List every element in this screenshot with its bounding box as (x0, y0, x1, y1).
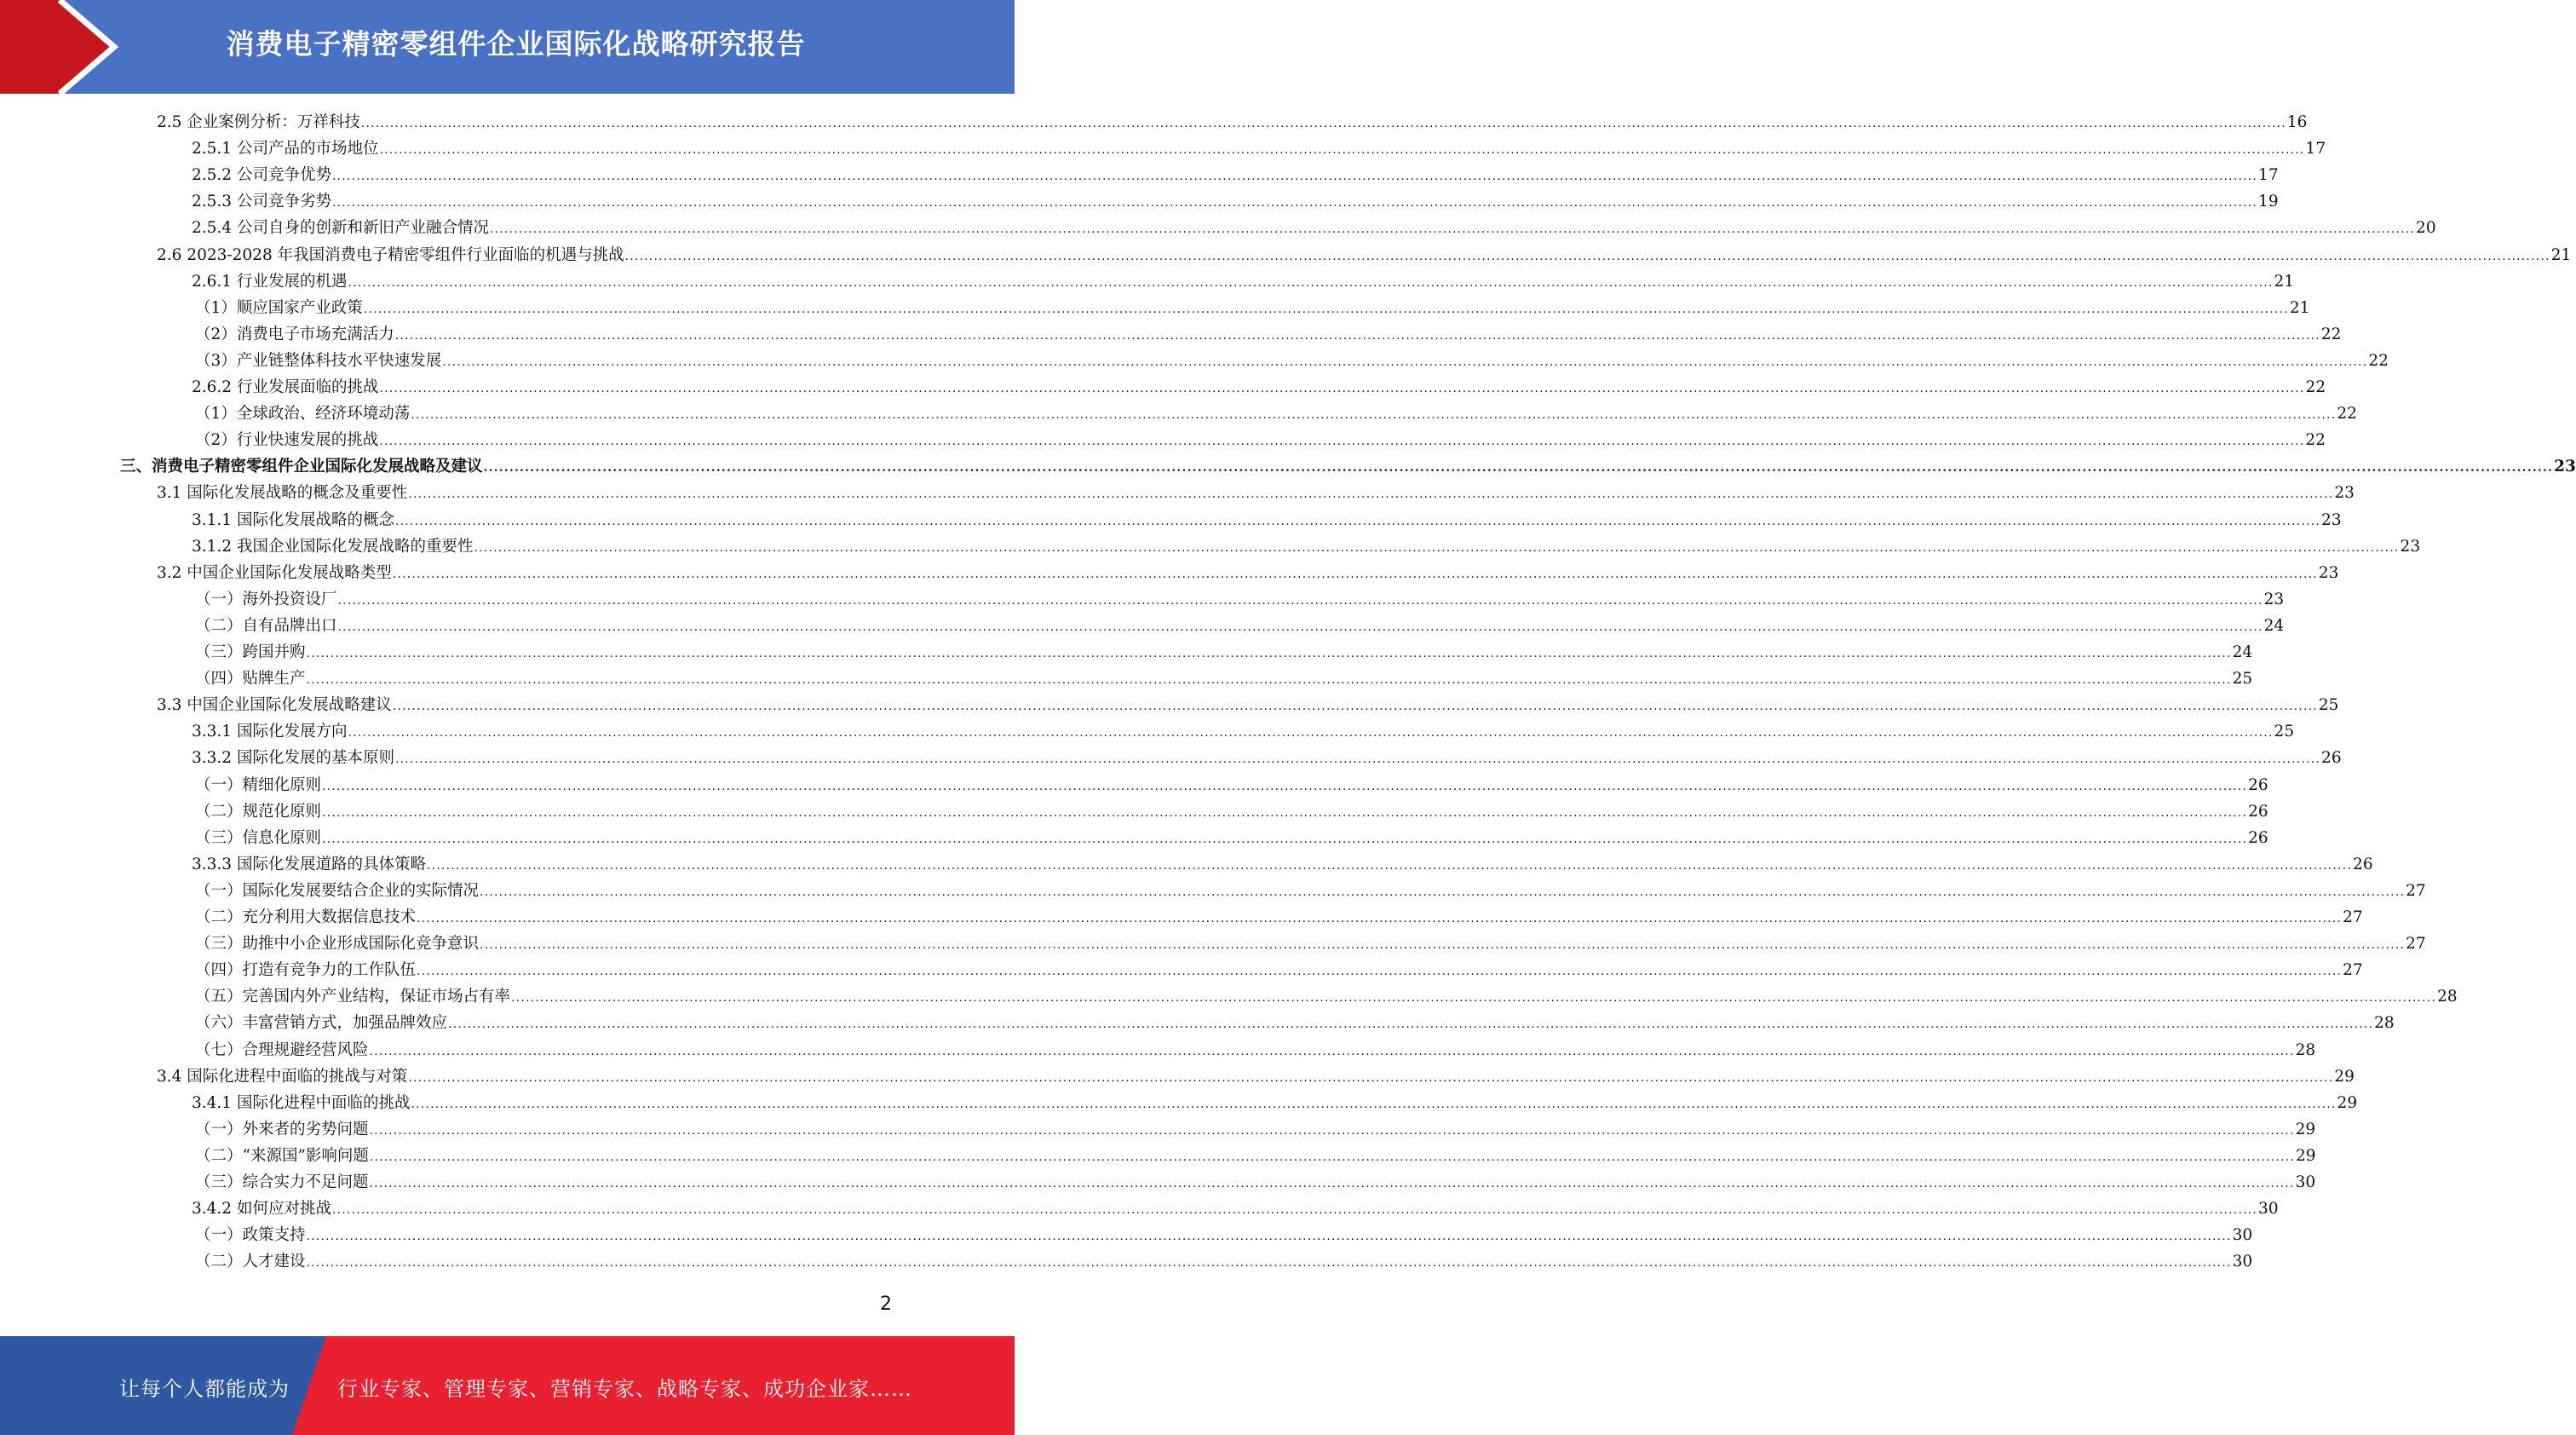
toc-entry-label: （一）外来者的劣势问题 (195, 1120, 369, 1138)
toc-dot-leader: ................................................................................................................................................................................................................................................................................................................................................................................................................ (392, 567, 2318, 581)
toc-entry[interactable] (195, 772, 2268, 798)
toc-entry-page: 29 (2337, 1093, 2358, 1112)
toc-entry-page: 30 (2232, 1226, 2253, 1245)
toc-entry-page: 28 (2437, 988, 2458, 1006)
toc-entry-page: 30 (2232, 1253, 2253, 1271)
toc-entry-label: （二）充分利用大数据信息技术 (195, 908, 417, 926)
toc-entry[interactable] (195, 321, 2342, 348)
toc-dot-leader: ................................................................................................................................................................................................................................................................................................................................................................................................................ (363, 302, 2289, 316)
toc-entry-label: （五）完善国内外产业结构，保证市场占有率 (195, 988, 511, 1006)
toc-entry-page: 16 (2286, 113, 2308, 131)
toc-entry-page: 23 (2263, 590, 2285, 608)
toc-dot-leader: ................................................................................................................................................................................................................................................................................................................................................................................................................ (379, 382, 2305, 395)
toc-entry-page: 25 (2274, 723, 2295, 741)
toc-entry-page: 29 (2334, 1067, 2355, 1086)
toc-entry[interactable] (157, 480, 2355, 506)
toc-dot-leader: ................................................................................................................................................................................................................................................................................................................................................................................................................ (480, 885, 2406, 899)
toc-entry-label: （三）跨国并购 (195, 643, 306, 661)
toc-entry-page: 23 (2554, 458, 2576, 476)
toc-entry-label: （二）人才建设 (195, 1253, 306, 1271)
footer-slogan-left: 让每个人都能成为 (119, 1377, 290, 1401)
toc-entry[interactable] (195, 1143, 2316, 1169)
toc-entry-label: （1）全球政治、经济环境动荡 (195, 405, 411, 424)
toc-entry-page: 19 (2258, 193, 2279, 211)
toc-entry-page: 21 (2550, 245, 2572, 264)
toc-entry-label: （2）消费电子市场充满活力 (195, 325, 394, 343)
toc-dot-leader: ................................................................................................................................................................................................................................................................................................................................................................................................................ (306, 647, 2232, 660)
toc-entry-page: 22 (2305, 431, 2326, 450)
toc-dot-leader: ................................................................................................................................................................................................................................................................................................................................................................................................................ (411, 1097, 2337, 1111)
toc-entry[interactable] (195, 957, 2363, 983)
toc-entry[interactable] (192, 188, 2279, 215)
toc-entry-label: 3.1.1 国际化发展战略的概念 (192, 510, 394, 529)
toc-entry[interactable] (195, 1222, 2253, 1248)
toc-entry[interactable] (192, 1090, 2358, 1116)
toc-entry-page: 24 (2232, 643, 2253, 661)
toc-dot-leader: ................................................................................................................................................................................................................................................................................................................................................................................................................ (480, 938, 2406, 953)
toc-entry-page: 17 (2258, 166, 2279, 185)
toc-entry-page: 23 (2334, 484, 2355, 503)
toc-entry-page: 29 (2295, 1120, 2316, 1138)
toc-entry-page: 26 (2248, 828, 2268, 847)
toc-entry-label: 3.3.1 国际化发展方向 (192, 723, 348, 741)
toc-entry-label: 3.4 国际化进程中面临的挑战与对策 (157, 1067, 408, 1086)
toc-entry[interactable] (192, 162, 2279, 188)
toc-dot-leader: ................................................................................................................................................................................................................................................................................................................................................................................................................ (379, 435, 2305, 449)
toc-dot-leader: ................................................................................................................................................................................................................................................................................................................................................................................................................ (379, 143, 2305, 158)
toc-dot-leader: ................................................................................................................................................................................................................................................................................................................................................................................................................ (331, 170, 2258, 184)
report-footer (0, 1336, 1015, 1435)
toc-entry-page: 29 (2296, 1146, 2316, 1165)
toc-entry-label: 2.5.1 公司产品的市场地位 (192, 140, 379, 158)
toc-entry-label: 三、消费电子精密零组件企业国际化发展战略及建议 (120, 458, 483, 476)
toc-entry[interactable] (157, 1063, 2355, 1090)
toc-entry-page: 22 (2368, 351, 2389, 370)
toc-entry[interactable] (195, 586, 2285, 613)
footer-slogan-right: 行业专家、管理专家、营销专家、战略专家、成功企业家…… (337, 1377, 912, 1401)
toc-entry[interactable] (157, 109, 2308, 135)
toc-dot-leader: ................................................................................................................................................................................................................................................................................................................................................................................................................ (394, 514, 2321, 528)
toc-entry-label: 2.5.4 公司自身的创新和新旧产业融合情况 (192, 219, 489, 238)
toc-entry-label: 3.3.2 国际化发展的基本原则 (192, 749, 394, 768)
toc-dot-leader: ................................................................................................................................................................................................................................................................................................................................................................................................................ (392, 700, 2318, 714)
toc-entry[interactable] (195, 401, 2357, 427)
toc-entry-page: 25 (2318, 696, 2339, 715)
toc-entry-page: 26 (2248, 802, 2268, 821)
toc-entry-page: 26 (2248, 775, 2268, 794)
toc-entry-label: 2.6.1 行业发展的机遇 (192, 272, 348, 291)
toc-dot-leader: ................................................................................................................................................................................................................................................................................................................................................................................................................ (369, 1044, 2295, 1058)
toc-entry-page: 30 (2258, 1200, 2279, 1219)
toc-entry-label: （四）打造有竞争力的工作队伍 (195, 961, 417, 980)
toc-dot-leader: ................................................................................................................................................................................................................................................................................................................................................................................................................ (417, 912, 2343, 925)
toc-entry-label: （一）国际化发展要结合企业的实际情况 (195, 881, 480, 900)
toc-entry-label: （四）贴牌生产 (195, 670, 306, 689)
toc-dot-leader: ................................................................................................................................................................................................................................................................................................................................................................................................................ (483, 461, 2554, 475)
toc-entry[interactable] (192, 718, 2295, 745)
toc-entry[interactable] (195, 931, 2426, 957)
toc-entry-page: 26 (2321, 749, 2342, 768)
toc-entry-label: 2.5.3 公司竞争劣势 (192, 193, 331, 211)
toc-entry[interactable] (195, 348, 2389, 374)
toc-dot-leader: ................................................................................................................................................................................................................................................................................................................................................................................................................ (306, 1256, 2232, 1271)
toc-entry-label: 3.4.1 国际化进程中面临的挑战 (192, 1093, 411, 1112)
toc-dot-leader: ................................................................................................................................................................................................................................................................................................................................................................................................................ (474, 540, 2400, 555)
toc-entry-label: 2.6.2 行业发展面临的挑战 (192, 378, 379, 396)
toc-entry-page: 23 (2321, 510, 2342, 529)
toc-entry[interactable] (195, 639, 2253, 666)
toc-entry[interactable] (195, 666, 2253, 692)
toc-entry-page: 17 (2305, 140, 2326, 158)
toc-dot-leader: ................................................................................................................................................................................................................................................................................................................................................................................................................ (511, 991, 2437, 1006)
toc-entry[interactable] (157, 692, 2339, 718)
toc-dot-leader: ................................................................................................................................................................................................................................................................................................................................................................................................................ (408, 1070, 2334, 1085)
toc-entry-page: 20 (2416, 219, 2436, 238)
toc-dot-leader: ................................................................................................................................................................................................................................................................................................................................................................................................................ (322, 832, 2248, 846)
toc-entry[interactable] (192, 1196, 2279, 1222)
toc-dot-leader: ................................................................................................................................................................................................................................................................................................................................................................................................................ (411, 408, 2337, 423)
toc-entry-label: 3.1.2 我国企业国际化发展战略的重要性 (192, 537, 474, 556)
toc-entry-page: 23 (2400, 537, 2421, 556)
toc-entry-page: 28 (2374, 1014, 2395, 1033)
toc-dot-leader: ................................................................................................................................................................................................................................................................................................................................................................................................................ (394, 328, 2320, 343)
toc-dot-leader: ................................................................................................................................................................................................................................................................................................................................................................................................................ (369, 1177, 2295, 1190)
report-header (0, 0, 1015, 94)
toc-entry[interactable] (192, 507, 2342, 533)
toc-dot-leader: ................................................................................................................................................................................................................................................................................................................................................................................................................ (348, 726, 2274, 741)
toc-entry-label: 3.2 中国企业国际化发展战略类型 (157, 563, 392, 582)
toc-entry-label: （二）自有品牌出口 (195, 616, 337, 635)
toc-entry-label: 3.4.2 如何应对挑战 (192, 1200, 331, 1219)
toc-entry-label: （二）“来源国”影响问题 (195, 1146, 369, 1165)
toc-dot-leader: ................................................................................................................................................................................................................................................................................................................................................................................................................ (489, 222, 2416, 237)
toc-entry[interactable] (157, 242, 2572, 268)
toc-dot-leader: ................................................................................................................................................................................................................................................................................................................................................................................................................ (408, 487, 2334, 502)
toc-dot-leader: ................................................................................................................................................................................................................................................................................................................................................................................................................ (417, 965, 2343, 979)
toc-entry-label: （一）精细化原则 (195, 775, 322, 794)
toc-dot-leader: ................................................................................................................................................................................................................................................................................................................................................................................................................ (369, 1150, 2295, 1164)
toc-entry[interactable] (195, 295, 2310, 321)
toc-entry[interactable] (192, 268, 2295, 295)
toc-entry-page: 28 (2295, 1040, 2316, 1059)
toc-entry-label: （2）行业快速发展的挑战 (195, 431, 379, 450)
toc-entry[interactable] (195, 1037, 2316, 1063)
toc-dot-leader: ................................................................................................................................................................................................................................................................................................................................................................................................................ (442, 354, 2368, 369)
toc-entry-page: 22 (2305, 378, 2326, 396)
toc-entry-label: （3）产业链整体科技水平快速发展 (195, 351, 442, 370)
toc-entry-label: 3.3 中国企业国际化发展战略建议 (157, 696, 392, 715)
toc-entry-page: 27 (2343, 961, 2363, 980)
toc-entry-label: （一）海外投资设厂 (195, 590, 337, 608)
toc-dot-leader: ................................................................................................................................................................................................................................................................................................................................................................................................................ (360, 117, 2286, 130)
toc-entry[interactable] (195, 1169, 2316, 1196)
toc-dot-leader: ................................................................................................................................................................................................................................................................................................................................................................................................................ (306, 673, 2232, 688)
toc-entry-label: 3.1 国际化发展战略的概念及重要性 (157, 484, 408, 503)
toc-entry[interactable] (192, 533, 2421, 560)
toc-entry[interactable] (195, 798, 2268, 825)
toc-entry-label: （七）合理规避经营风险 (195, 1040, 369, 1059)
toc-entry-page: 22 (2320, 325, 2342, 343)
toc-dot-leader: ................................................................................................................................................................................................................................................................................................................................................................................................................ (369, 1123, 2295, 1138)
toc-entry-page: 26 (2353, 855, 2373, 873)
toc-entry-label: 2.6 2023-2028 年我国消费电子精密零组件行业面临的机遇与挑战 (157, 245, 624, 264)
toc-entry-label: （三）综合实力不足问题 (195, 1173, 369, 1191)
toc-entry-page: 25 (2232, 670, 2253, 689)
toc-entry-page: 24 (2263, 616, 2285, 635)
toc-entry-page: 21 (2289, 298, 2310, 317)
toc-dot-leader: ................................................................................................................................................................................................................................................................................................................................................................................................................ (322, 779, 2248, 793)
toc-dot-leader: ................................................................................................................................................................................................................................................................................................................................................................................................................ (306, 1230, 2232, 1244)
toc-entry[interactable] (195, 983, 2458, 1010)
toc-dot-leader: ................................................................................................................................................................................................................................................................................................................................................................................................................ (331, 1203, 2258, 1218)
toc-entry-label: 2.5.2 公司竞争优势 (192, 166, 331, 185)
toc-entry-label: （三）信息化原则 (195, 828, 322, 847)
toc-entry-page: 21 (2274, 272, 2295, 291)
toc-entry-page: 30 (2295, 1173, 2316, 1191)
toc-entry-label: （一）政策支持 (195, 1226, 306, 1245)
toc-entry-page: 27 (2406, 881, 2426, 900)
toc-dot-leader: ................................................................................................................................................................................................................................................................................................................................................................................................................ (337, 620, 2263, 634)
toc-entry-page: 23 (2318, 563, 2339, 582)
toc-dot-leader: ................................................................................................................................................................................................................................................................................................................................................................................................................ (348, 275, 2274, 290)
toc-entry[interactable] (192, 374, 2326, 401)
toc-dot-leader: ................................................................................................................................................................................................................................................................................................................................................................................................................ (337, 593, 2263, 608)
toc-entry[interactable] (195, 825, 2268, 851)
toc-entry-page: 27 (2343, 908, 2363, 926)
toc-entry[interactable] (120, 453, 2576, 480)
toc-entry[interactable] (195, 904, 2363, 931)
toc-dot-leader: ................................................................................................................................................................................................................................................................................................................................................................................................................ (322, 805, 2248, 820)
toc-dot-leader: ................................................................................................................................................................................................................................................................................................................................................................................................................ (448, 1017, 2374, 1032)
toc-entry-label: （三）助推中小企业形成国际化竞争意识 (195, 935, 480, 954)
toc-entry-page: 22 (2337, 405, 2357, 424)
toc-dot-leader: ................................................................................................................................................................................................................................................................................................................................................................................................................ (331, 196, 2258, 210)
toc-entry[interactable] (195, 613, 2285, 639)
toc-entry[interactable] (157, 560, 2339, 586)
toc-entry-page: 27 (2406, 935, 2426, 954)
toc-entry[interactable] (192, 135, 2326, 162)
toc-dot-leader: ................................................................................................................................................................................................................................................................................................................................................................................................................ (426, 858, 2353, 873)
toc-entry[interactable] (195, 1010, 2395, 1036)
toc-entry-label: 2.5 企业案例分析：万祥科技 (157, 113, 360, 131)
toc-entry[interactable] (195, 427, 2326, 453)
toc-entry[interactable] (192, 851, 2373, 878)
toc-dot-leader: ................................................................................................................................................................................................................................................................................................................................................................................................................ (624, 249, 2550, 263)
toc-entry-label: 3.3.3 国际化发展道路的具体策略 (192, 855, 426, 873)
toc-dot-leader: ................................................................................................................................................................................................................................................................................................................................................................................................................ (394, 752, 2321, 767)
toc-entry-label: （1）顺应国家产业政策 (195, 298, 363, 317)
toc-entry[interactable] (192, 215, 2436, 241)
toc-entry[interactable] (192, 745, 2342, 771)
toc-entry-label: （二）规范化原则 (195, 802, 322, 821)
toc-entry[interactable] (195, 1116, 2316, 1143)
page-number: 2 (880, 1294, 892, 1315)
toc-entry-label: （六）丰富营销方式，加强品牌效应 (195, 1014, 448, 1033)
report-title: 消费电子精密零组件企业国际化战略研究报告 (226, 27, 806, 61)
toc-entry[interactable] (195, 1248, 2253, 1275)
toc-entry[interactable] (195, 878, 2426, 904)
